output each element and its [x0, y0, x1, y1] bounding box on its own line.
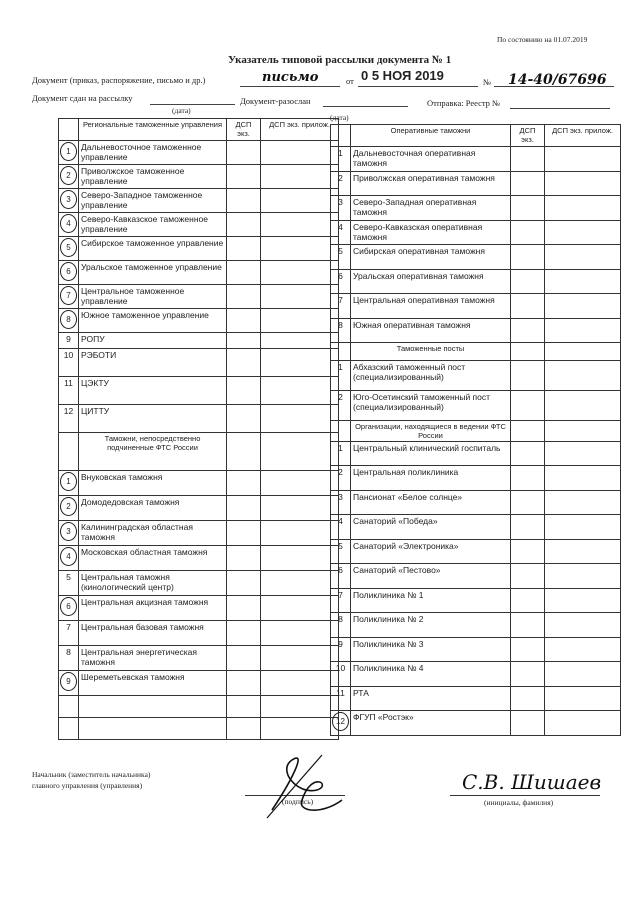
dsp-cell: [511, 442, 545, 466]
dsp-cell: [227, 546, 261, 571]
header-dsp-appendix-cell: ДСП экз. прилож.: [545, 125, 621, 147]
recipient-name: Центральная энергетическая таможня: [79, 646, 227, 671]
recipient-name: Юго-Осетинский таможенный пост (специализированный): [351, 391, 511, 421]
dsp-cell: [511, 294, 545, 319]
empty-cell: [79, 718, 227, 740]
row-number: [59, 546, 79, 571]
row-number: 2: [331, 391, 351, 421]
selected-circle-mark: 1: [60, 142, 77, 161]
dsp-cell: [227, 333, 261, 349]
table-row: [331, 662, 621, 687]
dsp-cell: [511, 421, 545, 442]
dsp-appendix-cell: [545, 466, 621, 491]
empty-cell: [227, 696, 261, 718]
row-number: [59, 261, 79, 285]
table-row: [59, 189, 339, 213]
recipient-name: Центральная поликлиника: [351, 466, 511, 491]
table-row: [331, 245, 621, 270]
dsp-cell: [227, 141, 261, 165]
number-prefix: №: [483, 77, 492, 87]
recipient-name: Центральная таможня (кинологический центр): [79, 571, 227, 596]
dispatch-line: [510, 108, 610, 109]
name-line: [450, 795, 600, 796]
dsp-cell: [511, 515, 545, 540]
dsp-cell: [511, 220, 545, 245]
initials-caption: (инициалы, фамилия): [484, 798, 554, 807]
section-header-row: [59, 433, 339, 471]
date-prefix: от: [346, 76, 354, 86]
dsp-cell: [511, 564, 545, 589]
empty-cell: [59, 718, 79, 740]
dsp-cell: [227, 471, 261, 496]
sent-label: Документ сдан на рассылку: [32, 93, 133, 103]
recipient-name: Санаторий «Электроника»: [351, 539, 511, 564]
recipient-name: Пансионат «Белое солнце»: [351, 490, 511, 515]
selected-circle-mark: 12: [332, 712, 349, 731]
dsp-appendix-cell: [261, 377, 339, 405]
dsp-cell: [511, 466, 545, 491]
selected-circle-mark: 2: [60, 166, 77, 185]
empty-cell: [79, 696, 227, 718]
table-row: [331, 539, 621, 564]
row-number: 9: [331, 637, 351, 662]
selected-circle-mark: 6: [60, 597, 77, 616]
table-row: [59, 671, 339, 696]
dsp-appendix-cell: [545, 361, 621, 391]
dsp-cell: [227, 646, 261, 671]
dsp-cell: [227, 671, 261, 696]
row-number: 5: [59, 571, 79, 596]
date-line: [358, 86, 478, 87]
recipient-name: Южное таможенное управление: [79, 309, 227, 333]
dsp-appendix-cell: [261, 285, 339, 309]
doc-type-handwritten: письмо: [262, 70, 319, 85]
dsp-appendix-cell: [545, 220, 621, 245]
signature-caption: (подпись): [282, 797, 314, 806]
recipient-name: Сибирское таможенное управление: [79, 237, 227, 261]
dsp-appendix-cell: [545, 515, 621, 540]
dsp-cell: [227, 213, 261, 237]
dsp-appendix-cell: [545, 490, 621, 515]
selected-circle-mark: 2: [60, 497, 77, 516]
chief-label-2: главного управления (управления): [32, 781, 143, 790]
table-row: [59, 571, 339, 596]
row-number: 6: [331, 269, 351, 294]
date-stamp: 0 5 НОЯ 2019: [361, 68, 444, 83]
recipient-name: Калининградская областная таможня: [79, 521, 227, 546]
dsp-cell: [227, 433, 261, 471]
doc-type-line: [240, 86, 340, 87]
dsp-cell: [227, 237, 261, 261]
dsp-cell: [227, 349, 261, 377]
row-number: [59, 596, 79, 621]
recipient-name: РОПУ: [79, 333, 227, 349]
table-row: [331, 361, 621, 391]
selected-circle-mark: 5: [60, 238, 77, 257]
sent-line: [150, 104, 235, 105]
section-header-row: [331, 343, 621, 361]
selected-circle-mark: 4: [60, 214, 77, 233]
recipient-name: Приволжское таможенное управление: [79, 165, 227, 189]
table-row: [59, 405, 339, 433]
row-number: 2: [331, 171, 351, 196]
recipient-name: Дальневосточное таможенное управление: [79, 141, 227, 165]
dsp-appendix-cell: [261, 405, 339, 433]
chief-label-1: Начальник (заместитель начальника): [32, 770, 151, 779]
dsp-cell: [511, 343, 545, 361]
dsp-appendix-cell: [545, 294, 621, 319]
table-header-row: [59, 119, 339, 141]
dsp-appendix-cell: [261, 189, 339, 213]
row-number: [59, 496, 79, 521]
dsp-appendix-cell: [261, 237, 339, 261]
table-row: [331, 711, 621, 736]
dsp-appendix-cell: [261, 213, 339, 237]
row-number: 3: [331, 196, 351, 221]
empty-row: [59, 696, 339, 718]
dsp-appendix-cell: [545, 343, 621, 361]
dsp-cell: [227, 165, 261, 189]
dsp-cell: [227, 571, 261, 596]
table-row: [59, 546, 339, 571]
dsp-cell: [511, 711, 545, 736]
row-number: 10: [331, 662, 351, 687]
empty-cell: [59, 696, 79, 718]
dsp-cell: [511, 588, 545, 613]
table-row: [59, 213, 339, 237]
header-num-cell: [331, 125, 351, 147]
table-row: [331, 294, 621, 319]
empty-cell: [261, 696, 339, 718]
dsp-appendix-cell: [545, 442, 621, 466]
dsp-appendix-cell: [545, 539, 621, 564]
table-row: [59, 165, 339, 189]
selected-circle-mark: 8: [60, 310, 77, 329]
recipient-name: Центральная оперативная таможня: [351, 294, 511, 319]
table-row: [59, 621, 339, 646]
dsp-cell: [511, 613, 545, 638]
recipient-name: Центральное таможенное управление: [79, 285, 227, 309]
dsp-cell: [511, 245, 545, 270]
table-row: [331, 515, 621, 540]
dsp-cell: [511, 171, 545, 196]
recipient-name: Центральная базовая таможня: [79, 621, 227, 646]
dispatch-label: Отправка: Реестр №: [427, 98, 501, 108]
dsp-appendix-cell: [261, 471, 339, 496]
dsp-cell: [227, 405, 261, 433]
row-number: [59, 165, 79, 189]
table-row: [331, 686, 621, 711]
dsp-appendix-cell: [261, 496, 339, 521]
document-title: Указатель типовой рассылки документа № 1: [228, 54, 452, 66]
dsp-cell: [511, 269, 545, 294]
selected-circle-mark: 7: [60, 286, 77, 305]
dsp-appendix-cell: [545, 421, 621, 442]
dsp-cell: [511, 147, 545, 172]
recipient-name: ФГУП «Ростэк»: [351, 711, 511, 736]
doc-type-label: Документ (приказ, распоряжение, письмо и др.): [32, 75, 206, 85]
dsp-appendix-cell: [545, 637, 621, 662]
recipient-name: Центральный клинический госпиталь: [351, 442, 511, 466]
row-number: 8: [331, 318, 351, 343]
table-row: [331, 318, 621, 343]
recipient-name: Поликлиника № 3: [351, 637, 511, 662]
table-row: [59, 261, 339, 285]
row-number: 4: [331, 515, 351, 540]
recipient-name: Московская областная таможня: [79, 546, 227, 571]
row-number: [59, 521, 79, 546]
dsp-appendix-cell: [545, 588, 621, 613]
dsp-appendix-cell: [261, 261, 339, 285]
dsp-cell: [511, 662, 545, 687]
section-num-cell: [331, 421, 351, 442]
recipient-name: Поликлиника № 4: [351, 662, 511, 687]
table-row: [59, 349, 339, 377]
recipient-name: Домодедовская таможня: [79, 496, 227, 521]
dsp-appendix-cell: [261, 433, 339, 471]
dsp-appendix-cell: [261, 349, 339, 377]
section-header-row: [331, 421, 621, 442]
row-number: [59, 671, 79, 696]
row-number: 1: [331, 147, 351, 172]
table-row: [331, 391, 621, 421]
dsp-appendix-cell: [545, 662, 621, 687]
table-row: [331, 196, 621, 221]
row-number: 4: [331, 220, 351, 245]
row-number: [59, 309, 79, 333]
dsp-appendix-cell: [261, 141, 339, 165]
header-num-cell: [59, 119, 79, 141]
row-number: 7: [331, 588, 351, 613]
row-number: 11: [331, 686, 351, 711]
dsp-cell: [227, 521, 261, 546]
row-number: 9: [59, 333, 79, 349]
selected-circle-mark: 1: [60, 472, 77, 491]
row-number: 11: [59, 377, 79, 405]
dsp-cell: [511, 196, 545, 221]
row-number: 10: [59, 349, 79, 377]
dsp-cell: [227, 285, 261, 309]
row-number: 12: [59, 405, 79, 433]
recipient-name: Северо-Кавказское таможенное управление: [79, 213, 227, 237]
recipient-name: Поликлиника № 2: [351, 613, 511, 638]
recipient-name: Санаторий «Пестово»: [351, 564, 511, 589]
dsp-cell: [227, 261, 261, 285]
dsp-cell: [511, 490, 545, 515]
row-number: 1: [331, 442, 351, 466]
doc-number-handwritten: 14-40/67696: [508, 72, 607, 88]
empty-cell: [261, 718, 339, 740]
dsp-appendix-cell: [545, 147, 621, 172]
row-number: [59, 285, 79, 309]
table-row: [59, 237, 339, 261]
dsp-appendix-cell: [545, 269, 621, 294]
header-name-cell: Оперативные таможни: [351, 125, 511, 147]
dsp-appendix-cell: [545, 171, 621, 196]
selected-circle-mark: 4: [60, 547, 77, 566]
dsp-cell: [511, 637, 545, 662]
table-row: [59, 496, 339, 521]
row-number: 2: [331, 466, 351, 491]
header-dsp-appendix-cell: ДСП экз. прилож.: [261, 119, 339, 141]
section-title: Организации, находящиеся в ведении ФТС России: [351, 421, 511, 442]
dsp-appendix-cell: [261, 546, 339, 571]
table-row: [331, 564, 621, 589]
dsp-appendix-cell: [261, 309, 339, 333]
recipient-name: Дальневосточная оперативная таможня: [351, 147, 511, 172]
row-number: 5: [331, 539, 351, 564]
table-row: [59, 309, 339, 333]
dsp-appendix-cell: [261, 333, 339, 349]
recipient-name: Сибирская оперативная таможня: [351, 245, 511, 270]
dsp-appendix-cell: [261, 571, 339, 596]
dsp-appendix-cell: [261, 521, 339, 546]
recipient-name: Абхазский таможенный пост (специализированный): [351, 361, 511, 391]
dsp-appendix-cell: [545, 196, 621, 221]
selected-circle-mark: 3: [60, 522, 77, 541]
table-row: [59, 596, 339, 621]
table-header-row: [331, 125, 621, 147]
dsp-appendix-cell: [545, 245, 621, 270]
recipient-name: ЦЭКТУ: [79, 377, 227, 405]
dsp-cell: [227, 621, 261, 646]
dsp-appendix-cell: [545, 711, 621, 736]
table-row: [331, 613, 621, 638]
recipient-name: Северо-Западное таможенное управление: [79, 189, 227, 213]
row-number: [59, 471, 79, 496]
section-num-cell: [331, 343, 351, 361]
recipient-name: РТА: [351, 686, 511, 711]
recipient-name: Приволжская оперативная таможня: [351, 171, 511, 196]
table-row: [331, 490, 621, 515]
recipient-name: Северо-Западная оперативная таможня: [351, 196, 511, 221]
dsp-appendix-cell: [261, 671, 339, 696]
table-row: [331, 171, 621, 196]
table-row: [59, 471, 339, 496]
table-row: [331, 466, 621, 491]
recipient-name: Санаторий «Победа»: [351, 515, 511, 540]
table-row: [331, 269, 621, 294]
sent-by-line: [323, 106, 408, 107]
dsp-appendix-cell: [545, 613, 621, 638]
dsp-cell: [511, 539, 545, 564]
header-dsp-cell: ДСП экз.: [227, 119, 261, 141]
section-title: Таможни, непосредственно подчиненные ФТС России: [79, 433, 227, 471]
recipient-name: Внуковская таможня: [79, 471, 227, 496]
dsp-appendix-cell: [261, 596, 339, 621]
dsp-cell: [227, 189, 261, 213]
date-note-1: (дата): [172, 106, 191, 115]
selected-circle-mark: 6: [60, 262, 77, 281]
empty-row: [59, 718, 339, 740]
section-num-cell: [59, 433, 79, 471]
right-distribution-table: [330, 124, 621, 736]
signer-name-handwritten: С.В. Шишаев: [462, 770, 602, 794]
table-row: [59, 377, 339, 405]
recipient-name: Уральское таможенное управление: [79, 261, 227, 285]
dsp-cell: [511, 391, 545, 421]
header-dsp-cell: ДСП экз.: [511, 125, 545, 147]
table-row: [331, 442, 621, 466]
dsp-cell: [227, 309, 261, 333]
row-number: [59, 213, 79, 237]
table-row: [59, 333, 339, 349]
number-line: [494, 86, 614, 87]
row-number: [59, 237, 79, 261]
header-name-cell: Региональные таможенные управления: [79, 119, 227, 141]
recipient-name: Центральная акцизная таможня: [79, 596, 227, 621]
table-row: [59, 141, 339, 165]
table-row: [331, 588, 621, 613]
empty-cell: [227, 718, 261, 740]
row-number: [59, 141, 79, 165]
recipient-name: ЦИТТУ: [79, 405, 227, 433]
row-number: 5: [331, 245, 351, 270]
recipient-name: Поликлиника № 1: [351, 588, 511, 613]
dsp-appendix-cell: [261, 165, 339, 189]
recipient-name: Южная оперативная таможня: [351, 318, 511, 343]
recipient-name: Северо-Кавказская оперативная таможня: [351, 220, 511, 245]
row-number: 7: [331, 294, 351, 319]
table-row: [59, 521, 339, 546]
recipient-name: РЭБОТИ: [79, 349, 227, 377]
section-title: Таможенные посты: [351, 343, 511, 361]
dsp-appendix-cell: [261, 621, 339, 646]
dsp-cell: [227, 496, 261, 521]
date-note-2: (дата): [330, 113, 349, 122]
dsp-appendix-cell: [545, 564, 621, 589]
recipient-name: Шереметьевская таможня: [79, 671, 227, 696]
dsp-appendix-cell: [545, 318, 621, 343]
table-row: [331, 220, 621, 245]
table-row: [331, 147, 621, 172]
row-number: 6: [331, 564, 351, 589]
row-number: 3: [331, 490, 351, 515]
row-number: 8: [331, 613, 351, 638]
dsp-cell: [227, 377, 261, 405]
dsp-appendix-cell: [545, 391, 621, 421]
selected-circle-mark: 3: [60, 190, 77, 209]
table-row: [59, 646, 339, 671]
signature-scribble: [262, 740, 352, 820]
row-number: 1: [331, 361, 351, 391]
row-number: 8: [59, 646, 79, 671]
dsp-appendix-cell: [261, 646, 339, 671]
status-date: По состоянию на 01.07.2019: [497, 35, 588, 44]
dsp-appendix-cell: [545, 686, 621, 711]
row-number: [59, 189, 79, 213]
left-distribution-table: [58, 118, 339, 740]
row-number: [331, 711, 351, 736]
sent-by-label: Документ-разослан: [240, 96, 311, 106]
table-row: [331, 637, 621, 662]
selected-circle-mark: 9: [60, 672, 77, 691]
dsp-cell: [511, 318, 545, 343]
row-number: 7: [59, 621, 79, 646]
dsp-cell: [227, 596, 261, 621]
dsp-cell: [511, 361, 545, 391]
recipient-name: Уральская оперативная таможня: [351, 269, 511, 294]
dsp-cell: [511, 686, 545, 711]
table-row: [59, 285, 339, 309]
